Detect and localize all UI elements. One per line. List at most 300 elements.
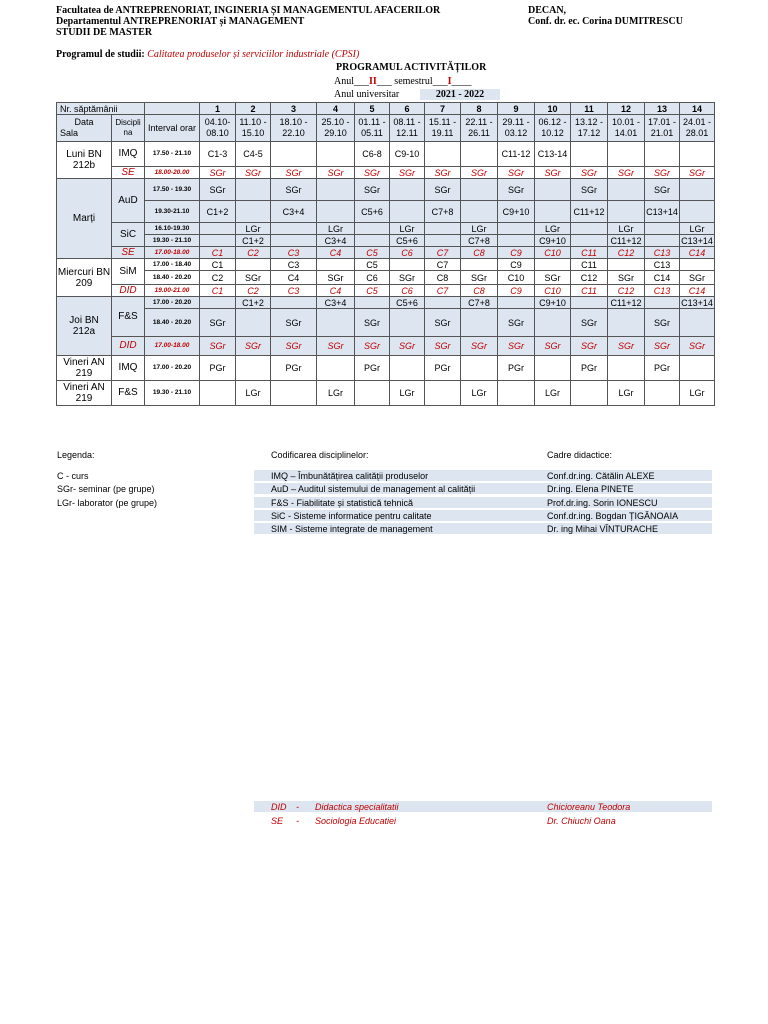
session-cell: C13 <box>645 259 680 271</box>
session-cell: C4 <box>317 247 355 259</box>
session-cell <box>535 356 571 381</box>
session-cell: SGr <box>271 179 317 201</box>
session-cell <box>271 235 317 247</box>
session-cell <box>200 235 236 247</box>
week-number: 6 <box>390 103 425 115</box>
session-cell: LGr <box>608 381 645 406</box>
time-cell: 18.40 - 20.20 <box>145 271 200 285</box>
session-cell <box>425 297 461 309</box>
session-cell <box>236 309 271 337</box>
session-cell <box>200 381 236 406</box>
discipline-cell: AuD <box>112 179 145 223</box>
session-cell <box>645 235 680 247</box>
discipline-cell: SE <box>112 247 145 259</box>
session-cell <box>390 259 425 271</box>
session-cell: LGr <box>680 223 715 235</box>
session-cell: C9+10 <box>535 235 571 247</box>
program-name: Calitatea produselor și serviciilor industriale <box>147 49 330 60</box>
schedule-row <box>57 271 715 285</box>
extra-code-did: DID <box>271 802 287 812</box>
discipline-cell: F&S <box>112 297 145 337</box>
schedule-row <box>57 179 715 201</box>
session-cell: SGr <box>425 337 461 356</box>
session-cell <box>461 356 498 381</box>
time-cell: 17.00 - 20.20 <box>145 356 200 381</box>
session-cell: C2 <box>200 271 236 285</box>
discipline-cell: SiM <box>112 259 145 285</box>
session-cell: C4 <box>271 271 317 285</box>
session-cell <box>271 297 317 309</box>
discipline-cell: SE <box>112 167 145 179</box>
session-cell <box>608 179 645 201</box>
session-cell <box>608 201 645 223</box>
time-cell: 17.00-18.00 <box>145 337 200 356</box>
session-cell: C3 <box>271 259 317 271</box>
session-cell: C9 <box>498 285 535 297</box>
session-cell: C12 <box>608 247 645 259</box>
session-cell: LGr <box>680 381 715 406</box>
session-cell <box>317 309 355 337</box>
schedule-row <box>57 285 715 297</box>
session-cell: C5+6 <box>390 297 425 309</box>
session-cell: C13-14 <box>535 142 571 167</box>
session-cell: C5+6 <box>355 201 390 223</box>
session-cell: C3 <box>271 247 317 259</box>
session-cell <box>200 297 236 309</box>
session-cell <box>390 201 425 223</box>
session-cell <box>535 259 571 271</box>
session-cell: C11 <box>571 247 608 259</box>
week-number: 13 <box>645 103 680 115</box>
session-cell: C14 <box>680 285 715 297</box>
session-cell: C10 <box>535 285 571 297</box>
prof-aud: Dr.ing. Elena PINETE <box>547 484 634 494</box>
semester-label: semestrul <box>394 76 433 87</box>
session-cell: SGr <box>200 167 236 179</box>
session-cell <box>236 201 271 223</box>
session-cell <box>680 179 715 201</box>
schedule-body <box>57 142 715 406</box>
extra-code-se: SE <box>271 816 284 826</box>
session-cell: SGr <box>680 271 715 285</box>
year-value: II <box>369 76 377 87</box>
session-cell: SGr <box>571 167 608 179</box>
discipline-cell: DID <box>112 337 145 356</box>
session-cell: C4 <box>317 285 355 297</box>
time-cell: 17.50 - 21.10 <box>145 142 200 167</box>
day-cell: Marți <box>57 179 112 259</box>
col-disc: Discipli na <box>112 115 145 142</box>
schedule-row <box>57 142 715 167</box>
legend-item-laborator: LGr- laborator (pe grupe) <box>57 498 158 508</box>
session-cell: C7+8 <box>461 235 498 247</box>
session-cell: PGr <box>645 356 680 381</box>
session-cell: C13+14 <box>681 235 713 246</box>
year-label: Anul <box>334 76 354 87</box>
session-cell: LGr <box>535 381 571 406</box>
day-cell: Joi BN 212a <box>57 297 112 356</box>
session-cell: PGr <box>355 356 390 381</box>
week-number: 1 <box>200 103 236 115</box>
program-line <box>56 49 359 60</box>
session-cell: C9 <box>498 259 535 271</box>
session-cell: C10 <box>535 247 571 259</box>
week-date: 18.10 - 22.10 <box>271 115 317 142</box>
session-cell: SGr <box>571 337 608 356</box>
session-cell <box>425 142 461 167</box>
week-number: 12 <box>608 103 645 115</box>
session-cell: C7 <box>425 285 461 297</box>
legend-item-seminar: SGr- seminar (pe grupe) <box>57 484 155 494</box>
col-sala: Sala <box>60 128 79 138</box>
schedule-table <box>56 102 715 406</box>
discipline-cell: IMQ <box>112 356 145 381</box>
session-cell <box>571 142 608 167</box>
session-cell <box>317 259 355 271</box>
discipline-cell: F&S <box>112 381 145 406</box>
session-cell <box>461 201 498 223</box>
session-cell: C5 <box>355 259 390 271</box>
week-date: 17.01 - 21.01 <box>645 115 680 142</box>
day-cell: Vineri AN 219 <box>57 381 112 406</box>
week-date: 11.10 - 15.10 <box>236 115 271 142</box>
faculty-name: Facultatea de ANTREPRENORIAT, INGINERIA ȘI MANAGEMENTUL AFACERILOR <box>56 5 441 16</box>
session-cell: C13+14 <box>645 201 680 223</box>
time-cell: 18.00-20.00 <box>145 167 200 179</box>
session-cell <box>645 381 680 406</box>
session-cell: SGr <box>645 179 680 201</box>
session-cell <box>271 223 317 235</box>
schedule-row <box>57 337 715 356</box>
session-cell: SGr <box>355 167 390 179</box>
session-cell <box>200 223 236 235</box>
session-cell: C8 <box>425 271 461 285</box>
schedule-row <box>57 235 715 247</box>
session-cell: SGr <box>317 337 355 356</box>
session-cell <box>425 235 461 247</box>
week-number: 4 <box>317 103 355 115</box>
session-cell: LGr <box>390 381 425 406</box>
session-cell: C12 <box>608 285 645 297</box>
year-semester-line: Anul___II___ semestrul___I____ <box>334 76 472 87</box>
session-cell: SGr <box>680 337 715 356</box>
week-date: 22.11 - 26.11 <box>461 115 498 142</box>
session-cell: C1+2 <box>200 201 236 223</box>
session-cell: SGr <box>317 271 355 285</box>
session-cell <box>390 356 425 381</box>
session-cell <box>236 356 271 381</box>
week-date: 29.11 - 03.12 <box>498 115 535 142</box>
col-data: Data <box>74 117 94 127</box>
session-cell: C11 <box>571 259 608 271</box>
extra-dash: - <box>296 816 299 826</box>
session-cell: C13 <box>645 285 680 297</box>
week-date: 08.11 - 12.11 <box>390 115 425 142</box>
session-cell <box>425 381 461 406</box>
session-cell <box>571 235 608 247</box>
date-sala-header <box>57 115 112 142</box>
prof-fs: Prof.dr.ing. Sorin IONESCU <box>547 498 658 508</box>
session-cell: SGr <box>608 167 645 179</box>
week-date: 13.12 - 17.12 <box>571 115 608 142</box>
code-fs: F&S - Fiabilitate și statistică tehnică <box>271 498 414 508</box>
schedule-row <box>57 381 715 406</box>
schedule-row <box>57 297 715 309</box>
session-cell: C7+8 <box>461 297 498 309</box>
session-cell <box>390 179 425 201</box>
session-cell: C8 <box>461 285 498 297</box>
legend-title: Legenda: <box>57 450 95 460</box>
session-cell: C14 <box>645 271 680 285</box>
session-cell <box>535 201 571 223</box>
time-cell: 16.10-19.30 <box>145 223 200 235</box>
session-cell: SGr <box>236 337 271 356</box>
schedule-row <box>57 309 715 337</box>
discipline-cell: IMQ <box>112 142 145 167</box>
session-cell: SGr <box>571 309 608 337</box>
session-cell: SGr <box>461 167 498 179</box>
session-cell <box>390 309 425 337</box>
codification-title: Codificarea disciplinelor: <box>271 450 369 460</box>
session-cell: SGr <box>355 179 390 201</box>
session-cell <box>461 259 498 271</box>
schedule-row <box>57 223 715 235</box>
session-cell <box>535 309 571 337</box>
session-cell <box>680 142 715 167</box>
week-number: 11 <box>571 103 608 115</box>
session-cell: SGr <box>271 309 317 337</box>
session-cell: SGr <box>271 337 317 356</box>
session-cell: C6 <box>390 247 425 259</box>
program-label: Programul de studii: <box>56 49 145 60</box>
session-cell <box>571 381 608 406</box>
session-cell: PGr <box>200 356 236 381</box>
session-cell <box>680 201 715 223</box>
session-cell: LGr <box>535 223 571 235</box>
code-sic: SiC - Sisteme informatice pentru calitate <box>271 511 432 521</box>
code-imq: IMQ – Îmbunătățirea calității produselor <box>271 471 429 481</box>
time-cell: 19.30-21.10 <box>145 201 200 223</box>
session-cell <box>461 179 498 201</box>
session-cell: C1 <box>200 259 236 271</box>
schedule-row <box>57 259 715 271</box>
time-cell: 17.00-18.00 <box>145 247 200 259</box>
week-number: 14 <box>680 103 715 115</box>
session-cell: C6 <box>355 271 390 285</box>
session-cell: SGr <box>200 179 236 201</box>
session-cell: SGr <box>425 309 461 337</box>
session-cell <box>645 142 680 167</box>
session-cell <box>425 223 461 235</box>
week-date: 25.10 - 29.10 <box>317 115 355 142</box>
session-cell <box>271 142 317 167</box>
session-cell: C8 <box>461 247 498 259</box>
session-cell <box>645 223 680 235</box>
prof-imq: Conf.dr.ing. Cătălin ALEXE <box>547 471 655 481</box>
dean-title: DECAN, <box>528 5 567 16</box>
session-cell: C11-12 <box>498 142 535 167</box>
discipline-cell: DID <box>112 285 145 297</box>
session-cell: SGr <box>236 271 271 285</box>
session-cell: C2 <box>236 285 271 297</box>
dean-name: Conf. dr. ec. Corina DUMITRESCU <box>528 16 683 27</box>
session-cell <box>608 259 645 271</box>
session-cell: C13 <box>645 247 680 259</box>
session-cell: C9-10 <box>390 142 425 167</box>
session-cell: SGr <box>535 271 571 285</box>
time-cell: 19.00-21.00 <box>145 285 200 297</box>
session-cell: SGr <box>200 337 236 356</box>
cadre-title: Cadre didactice: <box>547 450 613 460</box>
session-cell: C1+2 <box>236 235 271 247</box>
session-cell <box>355 297 390 309</box>
session-cell <box>680 356 715 381</box>
week-date: 06.12 - 10.12 <box>535 115 571 142</box>
extra-name-did: Didactica specialitatii <box>315 802 399 812</box>
session-cell <box>608 356 645 381</box>
academic-year-label: Anul universitar <box>334 89 400 100</box>
session-cell: C1 <box>200 247 236 259</box>
session-cell: C5 <box>355 285 390 297</box>
session-cell: LGr <box>317 223 355 235</box>
extra-name-se: Sociologia Educatiei <box>315 816 397 826</box>
time-cell: 17.00 - 18.40 <box>145 259 200 271</box>
schedule-row <box>57 247 715 259</box>
session-cell <box>571 297 608 309</box>
week-date: 01.11 - 05.11 <box>355 115 390 142</box>
session-cell: SGr <box>498 309 535 337</box>
week-number: 3 <box>271 103 317 115</box>
session-cell: C11+12 <box>608 297 645 309</box>
discipline-cell: SiC <box>112 223 145 247</box>
session-cell <box>317 142 355 167</box>
session-cell: LGr <box>461 223 498 235</box>
session-cell: PGr <box>271 356 317 381</box>
session-cell: C5+6 <box>390 235 425 247</box>
session-cell: C6-8 <box>355 142 390 167</box>
session-cell <box>355 223 390 235</box>
session-cell <box>608 309 645 337</box>
session-cell <box>236 259 271 271</box>
session-cell: SGr <box>236 167 271 179</box>
session-cell: SGr <box>608 271 645 285</box>
session-cell: SGr <box>355 337 390 356</box>
session-cell <box>355 381 390 406</box>
session-cell: SGr <box>355 309 390 337</box>
time-cell: 19.30 - 21.10 <box>145 381 200 406</box>
legend-item-curs: C - curs <box>57 471 89 481</box>
session-cell: SGr <box>271 167 317 179</box>
session-cell: C13+14 <box>681 297 713 308</box>
session-cell: C6 <box>390 285 425 297</box>
schedule-row <box>57 356 715 381</box>
session-cell <box>571 223 608 235</box>
session-cell <box>461 142 498 167</box>
session-cell: SGr <box>535 337 571 356</box>
week-date: 04.10- 08.10 <box>200 115 236 142</box>
session-cell: SGr <box>645 309 680 337</box>
session-cell: LGr <box>608 223 645 235</box>
session-cell: SGr <box>390 167 425 179</box>
session-cell: PGr <box>571 356 608 381</box>
session-cell: SGr <box>608 337 645 356</box>
faculty-header <box>56 5 440 38</box>
session-cell <box>461 309 498 337</box>
col-interval: Interval orar <box>145 115 200 142</box>
session-cell: LGr <box>390 223 425 235</box>
session-cell: SGr <box>680 167 715 179</box>
session-cell <box>236 179 271 201</box>
session-cell: C11+12 <box>571 201 608 223</box>
extra-prof-se: Dr. Chiuchi Oana <box>547 816 616 826</box>
session-cell: C7 <box>425 247 461 259</box>
dean-block <box>528 5 683 27</box>
session-cell: SGr <box>425 167 461 179</box>
session-cell <box>498 381 535 406</box>
session-cell: SGr <box>317 167 355 179</box>
week-date: 24.01 - 28.01 <box>680 115 715 142</box>
session-cell <box>355 235 390 247</box>
session-cell <box>271 381 317 406</box>
week-number: 10 <box>535 103 571 115</box>
session-cell: SGr <box>200 309 236 337</box>
session-cell: C5 <box>355 247 390 259</box>
session-cell <box>535 179 571 201</box>
session-cell: C7+8 <box>425 201 461 223</box>
code-sim: SIM - Sisteme integrate de management <box>271 524 433 534</box>
session-cell <box>680 259 715 271</box>
session-cell: C11 <box>571 285 608 297</box>
session-cell <box>317 179 355 201</box>
week-number: 7 <box>425 103 461 115</box>
extra-dash: - <box>296 802 299 812</box>
session-cell: SGr <box>535 167 571 179</box>
schedule-row <box>57 201 715 223</box>
week-number: 8 <box>461 103 498 115</box>
session-cell: C10 <box>498 271 535 285</box>
week-label: Nr. săptămânii <box>57 103 145 115</box>
session-cell: C2 <box>236 247 271 259</box>
session-cell: C3+4 <box>271 201 317 223</box>
program-code: (CPSI) <box>331 49 360 60</box>
academic-year-value: 2021 - 2022 <box>420 89 500 100</box>
session-cell <box>498 223 535 235</box>
schedule-row <box>57 167 715 179</box>
session-cell: C1+2 <box>236 297 271 309</box>
session-cell: LGr <box>236 223 271 235</box>
time-cell: 17.50 - 19.30 <box>145 179 200 201</box>
session-cell: SGr <box>461 337 498 356</box>
code-aud: AuD – Auditul sistemului de management al calității <box>271 484 476 494</box>
session-cell <box>317 201 355 223</box>
department-name: Departamentul ANTREPRENORIAT și MANAGEMENT <box>56 16 305 27</box>
session-cell: C1 <box>200 285 236 297</box>
session-cell: LGr <box>317 381 355 406</box>
session-cell: C4-5 <box>236 142 271 167</box>
session-cell: SGr <box>571 179 608 201</box>
time-cell: 19.30 - 21.10 <box>145 235 200 247</box>
day-cell: Vineri AN 219 <box>57 356 112 381</box>
week-row <box>57 103 715 115</box>
session-cell: SGr <box>645 337 680 356</box>
session-cell: SGr <box>390 271 425 285</box>
session-cell: C3+4 <box>317 235 355 247</box>
week-date: 15.11 - 19.11 <box>425 115 461 142</box>
semester-value: I <box>447 76 452 87</box>
session-cell: C3 <box>271 285 317 297</box>
session-cell: C9+10 <box>535 297 571 309</box>
session-cell <box>645 297 680 309</box>
